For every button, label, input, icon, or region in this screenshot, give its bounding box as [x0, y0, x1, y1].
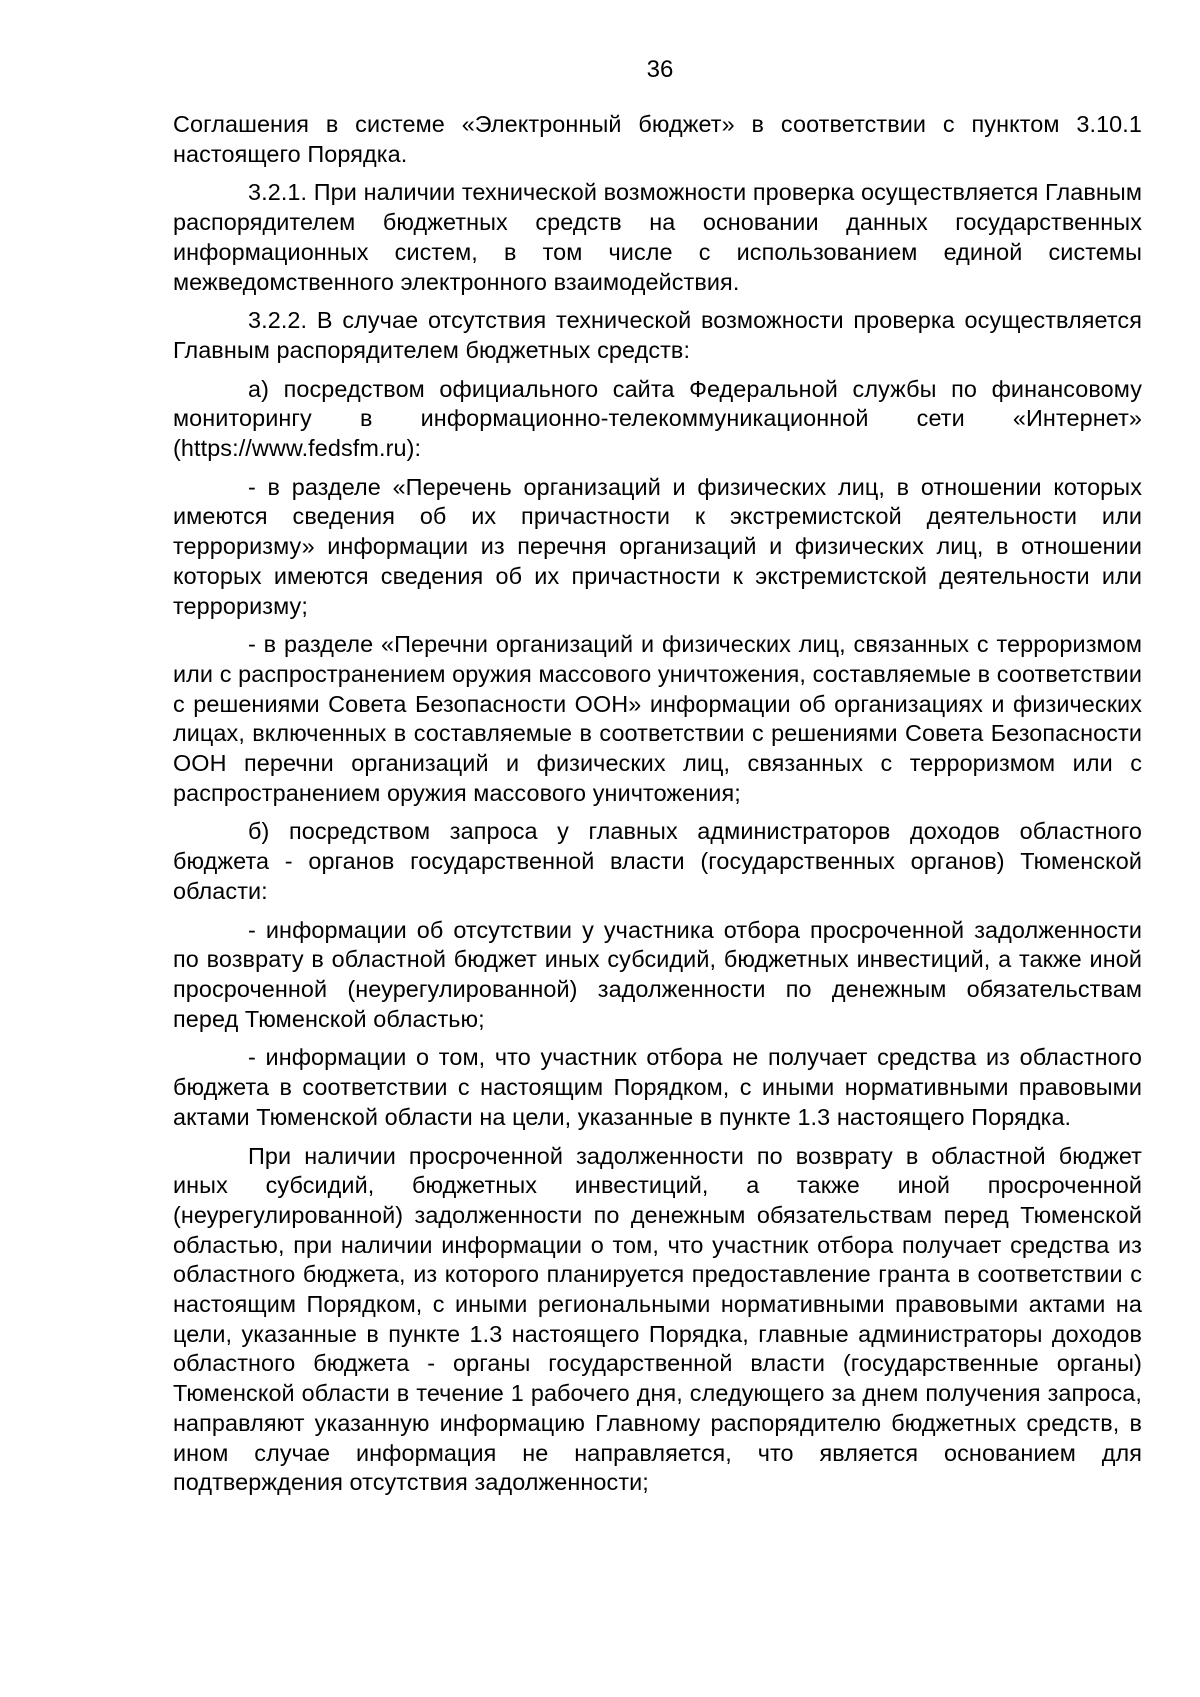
paragraph-bullet-extremism-list: - в разделе «Перечень организаций и физических лиц, в отношении которых имеются сведения об их причастности к экстремистской деятельности или терроризму» информации из перечня организаций и физических лиц, в отношении которых имеются сведения об их причастности к экстремистской деятельности или терроризму; [173, 473, 1142, 619]
paragraph-continuation: Соглашения в системе «Электронный бюджет» в соответствии с пунктом 3.10.1 настоящего Порядка. [173, 111, 1142, 167]
page-number: 36 [646, 56, 674, 83]
paragraph-bullet-funds-info: - информации о том, что участник отбора не получает средства из областного бюджета в соответствии с настоящим Порядком, с иными нормативными правовыми актами Тюменской области на цели, указанные в пункте 1.3 настоящего Порядка. [173, 1044, 1142, 1130]
paragraph-bullet-debt-info: - информации об отсутствии у участника отбора просроченной задолженности по возврату в областной бюджет иных субсидий, бюджетных инвестиций, а также иной просроченной (неурегулированной) задолженности по денежным обязательствам перед Тюменской областью; [173, 916, 1142, 1032]
paragraph-bullet-un-lists: - в разделе «Перечни организаций и физических лиц, связанных с терроризмом или с распространением оружия массового уничтожения, составляемые в соответствии с решениями Совета Безопасности ООН» информации об организациях и физических лицах, включенных в составляемые в соответствии с решениями Совета Безопасности ООН перечни организаций и физических лиц, связанных с терроризмом или с распространением оружия массового уничтожения; [173, 631, 1142, 806]
paragraph-debt-procedure: При наличии просроченной задолженности по возврату в областной бюджет иных субсидий, бюджетных инвестиций, а также иной просроченной (неурегулированной) задолженности по денежным обязательствам перед Тюменской областью, при наличии информации о том, что участник отбора получает средства из областного бюджета, из которого планируется предоставление гранта в соответствии с настоящим Порядком, с иными региональными нормативными правовыми актами на цели, указанные в пункте 1.3 настоящего Порядка, главные администраторы доходов областного бюджета - органы государственной власти (государственные органы) Тюменской области в течение 1 рабочего дня, следующего за днем получения запроса, направляют указанную информацию Главному распорядителю бюджетных средств, в ином случае информация не направляется, что является основанием для подтверждения отсутствия задолженности; [173, 1142, 1142, 1496]
paragraph-3-2-1: 3.2.1. При наличии технической возможности проверка осуществляется Главным распорядителем бюджетных средств на основании данных государственных информационных систем, в том числе с использованием единой системы межведомственного электронного взаимодействия. [173, 179, 1142, 295]
paragraph-3-2-2: 3.2.2. В случае отсутствия технической возможности проверка осуществляется Главным распорядителем бюджетных средств: [173, 307, 1142, 363]
paragraph-item-a: а) посредством официального сайта Федеральной службы по финансовому мониторингу в информационно-телекоммуникационной сети «Интернет» (https://www.fedsfm.ru): [173, 375, 1142, 462]
document-body [173, 110, 1142, 1507]
paragraph-item-b: б) посредством запроса у главных администраторов доходов областного бюджета - органов государственной власти (государственных органов) Тюменской области: [173, 818, 1142, 904]
